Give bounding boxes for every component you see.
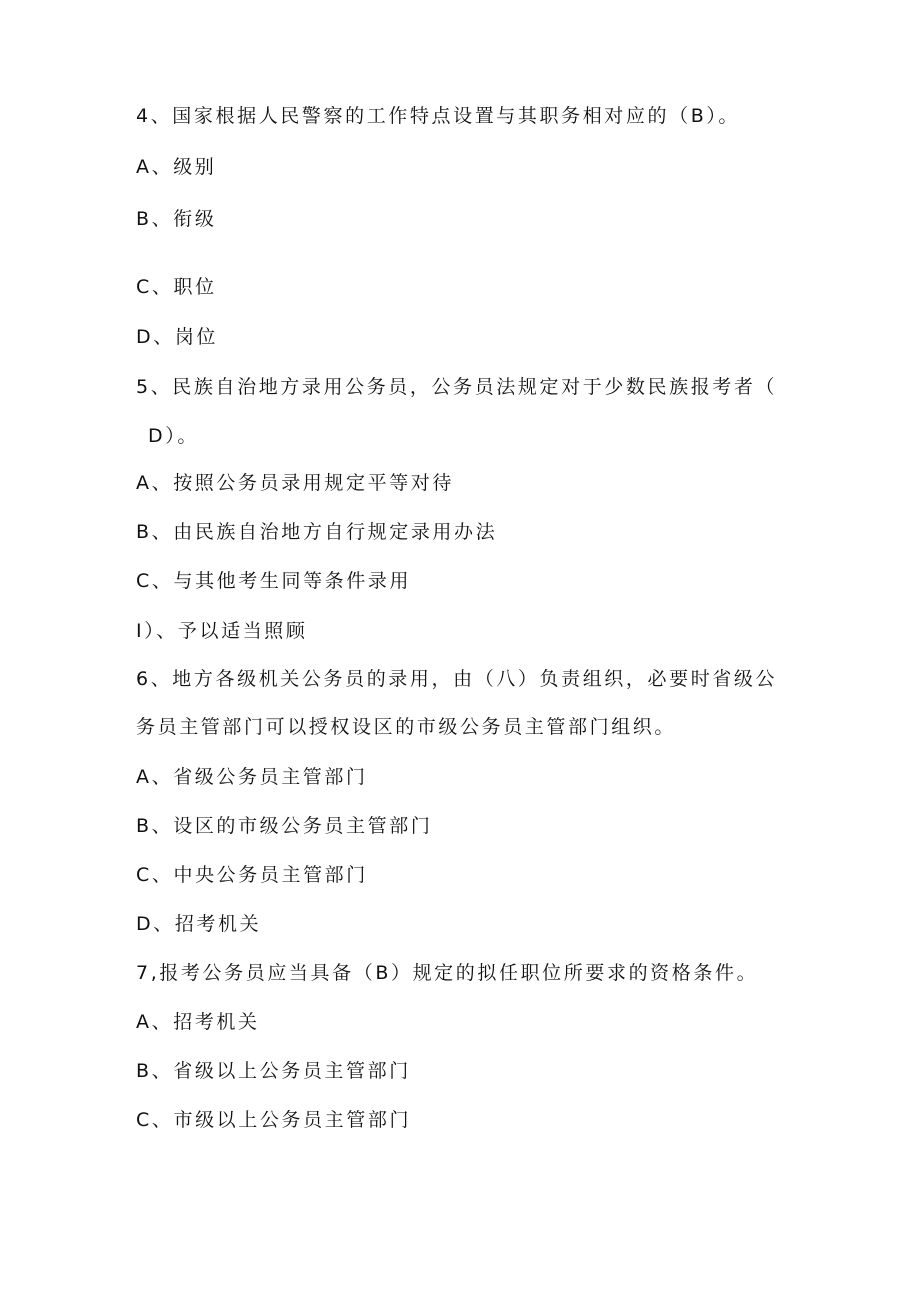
- question-7-option-c: C、市级以上公务员主管部门: [136, 1109, 412, 1131]
- question-6-option-d: D、招考机关: [136, 913, 262, 935]
- question-6-continued: 务员主管部门可以授权设区的市级公务员主管部门组织。: [136, 716, 677, 738]
- question-4-option-c: C、职位: [136, 276, 217, 298]
- question-4-option-d: D、岗位: [136, 326, 219, 348]
- question-7: 7,报考公务员应当具备（B）规定的拟任职位所要求的资格条件。: [136, 962, 759, 984]
- question-7-option-b: B、省级以上公务员主管部门: [136, 1060, 411, 1082]
- question-5-option-b: B、由民族自治地方自行规定录用办法: [136, 521, 498, 543]
- question-4: 4、国家根据人民警察的工作特点设置与其职务相对应的（B）。: [136, 105, 741, 127]
- question-5-option-c: C、与其他考生同等条件录用: [136, 570, 412, 592]
- question-4-option-b: B、衔级: [136, 208, 217, 230]
- question-5-option-a: A、按照公务员录用规定平等对待: [136, 472, 454, 494]
- question-5-continued: D）。: [148, 425, 199, 447]
- question-4-option-a: A、级别: [136, 156, 217, 178]
- question-5-option-d: I）、予以适当照顾: [136, 620, 308, 642]
- question-5: 5、民族自治地方录用公务员，公务员法规定对于少数民族报考者（: [136, 376, 778, 398]
- question-6: 6、地方各级机关公务员的录用，由（八）负责组织，必要时省级公: [136, 668, 778, 690]
- question-6-option-c: C、中央公务员主管部门: [136, 864, 368, 886]
- question-7-option-a: A、招考机关: [136, 1011, 260, 1033]
- question-6-option-b: B、设区的市级公务员主管部门: [136, 815, 433, 837]
- question-6-option-a: A、省级公务员主管部门: [136, 766, 368, 788]
